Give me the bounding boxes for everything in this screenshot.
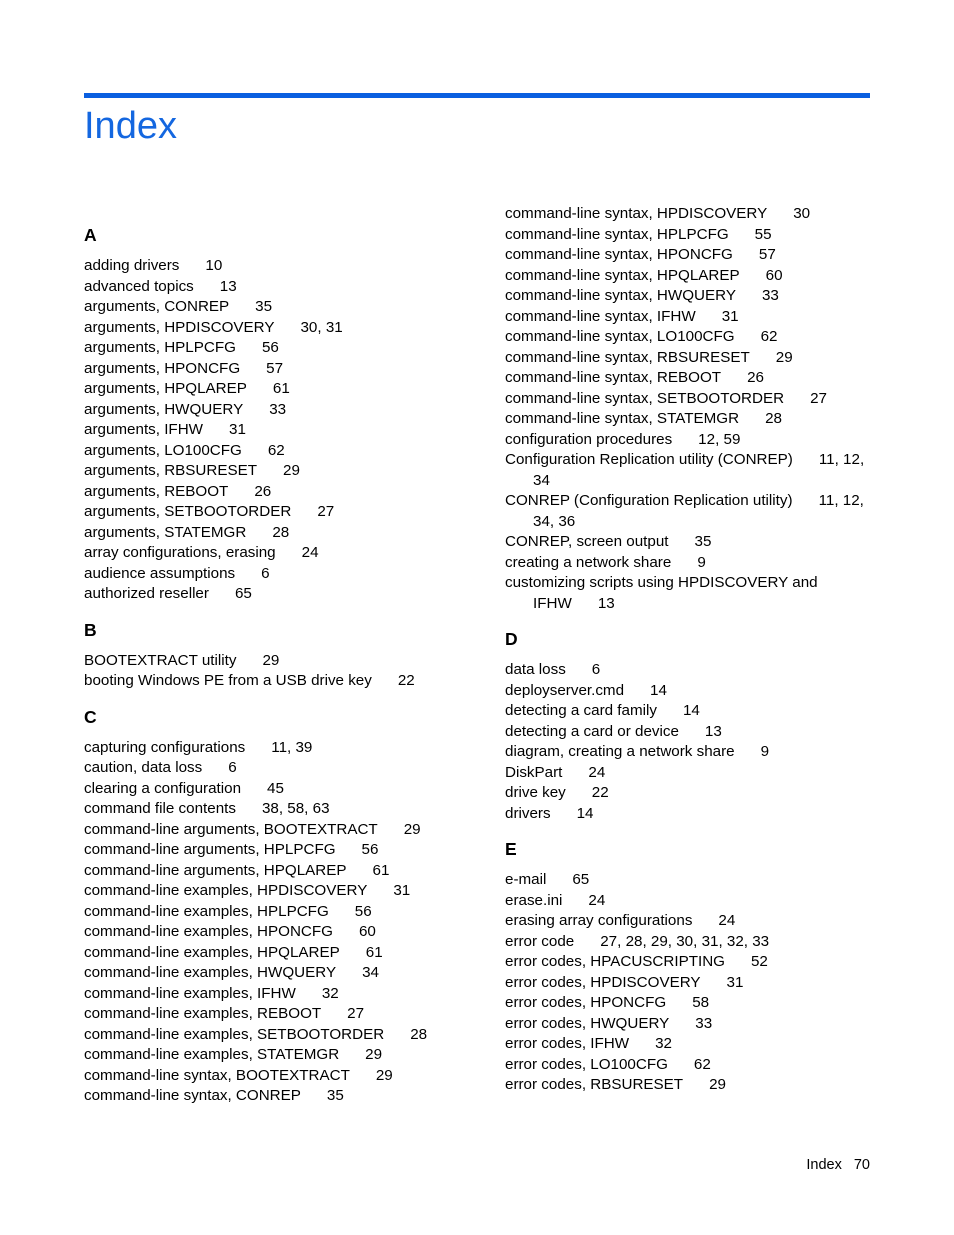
- index-entry: [84, 758, 454, 779]
- index-entry: [505, 307, 871, 328]
- index-term: error codes, IFHW: [505, 1035, 630, 1052]
- index-term: command-line syntax, CONREP: [84, 1087, 301, 1104]
- index-term: booting Windows PE from a USB drive key: [84, 672, 372, 689]
- index-pages[interactable]: 56: [261, 339, 279, 356]
- index-term: authorized reseller: [84, 585, 209, 602]
- index-pages[interactable]: 27: [810, 389, 827, 407]
- index-term: command-line arguments, BOOTEXTRACT: [84, 820, 378, 838]
- index-pages[interactable]: 57: [758, 246, 776, 263]
- index-entry: [84, 256, 454, 277]
- index-entry: [505, 660, 871, 681]
- index-term: audience assumptions: [84, 564, 236, 582]
- section-letter: D: [505, 629, 518, 649]
- index-pages[interactable]: 33: [761, 287, 779, 304]
- index-entry: [84, 543, 454, 564]
- index-term: BOOTEXTRACT utility: [84, 651, 237, 669]
- index-term: command-line examples, HPLPCFG: [84, 902, 329, 920]
- index-term: capturing configurations: [84, 738, 246, 756]
- index-pages[interactable]: 65: [234, 585, 252, 602]
- index-entry: [84, 1086, 454, 1107]
- index-term: error codes, HPACUSCRIPTING: [505, 953, 725, 970]
- index-entry: [84, 840, 454, 861]
- index-pages[interactable]: 56: [361, 841, 379, 858]
- index-term: command-line syntax, SETBOOTORDER: [505, 389, 785, 407]
- index-pages[interactable]: 6: [228, 759, 237, 776]
- page-number: 70: [853, 1157, 870, 1173]
- index-entry: [84, 400, 454, 421]
- index-term: command-line syntax, STATEMGR: [505, 410, 740, 427]
- index-entry: [505, 286, 871, 307]
- index-entry: [84, 502, 454, 523]
- index-pages[interactable]: 61: [372, 861, 390, 879]
- index-pages[interactable]: 35: [326, 1087, 344, 1104]
- index-section: [84, 224, 454, 605]
- index-section: [505, 628, 871, 824]
- index-pages[interactable]: 31: [229, 421, 246, 438]
- index-pages[interactable]: 9: [760, 743, 770, 760]
- index-section: [505, 204, 871, 614]
- index-term: erase.ini: [505, 891, 563, 909]
- index-entry: [505, 1055, 871, 1076]
- index-pages[interactable]: 61: [365, 943, 383, 961]
- index-term: detecting a card family: [505, 702, 657, 719]
- index-term: arguments, STATEMGR: [84, 523, 247, 541]
- index-pages[interactable]: 29: [775, 348, 793, 366]
- index-pages[interactable]: 11, 39: [271, 738, 313, 756]
- index-entry: [505, 573, 871, 614]
- index-pages[interactable]: 31: [721, 307, 739, 325]
- index-term: arguments, HPLPCFG: [84, 339, 236, 356]
- index-pages[interactable]: 28: [765, 410, 782, 427]
- index-term: command-line arguments, HPQLAREP: [84, 861, 347, 879]
- section-letter: E: [505, 839, 517, 859]
- index-pages[interactable]: 24: [301, 544, 319, 561]
- index-pages[interactable]: 26: [747, 369, 764, 386]
- index-term: array configurations, erasing: [84, 544, 276, 561]
- index-entry: [84, 1045, 454, 1066]
- index-pages[interactable]: 31: [393, 882, 411, 899]
- index-pages[interactable]: 24: [588, 763, 606, 781]
- index-term: diagram, creating a network share: [505, 743, 735, 760]
- index-entry: [84, 461, 454, 482]
- section-letter: A: [84, 225, 97, 245]
- index-section: [84, 619, 454, 692]
- index-pages[interactable]: 24: [588, 891, 606, 909]
- index-term: data loss: [505, 661, 566, 678]
- index-pages[interactable]: 22: [397, 672, 415, 689]
- index-entry: [505, 368, 871, 389]
- page-footer: [806, 1157, 870, 1173]
- index-section: [84, 706, 454, 1107]
- index-entry: [505, 266, 871, 287]
- index-entry: [505, 1075, 871, 1096]
- index-term: arguments, RBSURESET: [84, 462, 258, 479]
- index-pages[interactable]: 55: [754, 225, 772, 243]
- index-term: command-line syntax, BOOTEXTRACT: [84, 1066, 350, 1084]
- index-entry: [505, 389, 871, 410]
- index-term: command file contents: [84, 800, 236, 817]
- index-pages[interactable]: 14: [650, 681, 667, 699]
- index-entry: [505, 870, 871, 891]
- index-term: CONREP, screen output: [505, 533, 669, 550]
- index-entry: [505, 891, 871, 912]
- index-entry: [84, 820, 454, 841]
- index-term: customizing scripts using HPDISCOVERY and IFHW: [505, 574, 818, 612]
- index-entry: [84, 902, 454, 923]
- index-pages[interactable]: 29: [375, 1066, 393, 1084]
- index-entry: [84, 861, 454, 882]
- index-column-right: [505, 204, 871, 1110]
- index-term: arguments, CONREP: [84, 298, 230, 315]
- index-entry: [84, 338, 454, 359]
- index-term: arguments, HWQUERY: [84, 400, 244, 418]
- index-entry: [505, 973, 871, 994]
- index-entry: [84, 318, 454, 339]
- index-pages[interactable]: 27, 28, 29, 30, 31, 32, 33: [600, 932, 770, 950]
- index-term: error codes, LO100CFG: [505, 1055, 668, 1073]
- index-entry: [84, 564, 454, 585]
- index-entry: [505, 932, 871, 953]
- index-pages[interactable]: 65: [572, 871, 590, 888]
- index-pages[interactable]: 30, 31: [300, 318, 343, 336]
- index-entry: [505, 742, 871, 763]
- index-entry: [505, 553, 871, 574]
- index-entry: [84, 1066, 454, 1087]
- index-term: error codes, HWQUERY: [505, 1014, 670, 1032]
- index-entry: [84, 482, 454, 503]
- index-term: command-line examples, HPQLAREP: [84, 943, 340, 961]
- index-term: command-line examples, HWQUERY: [84, 964, 337, 981]
- index-term: arguments, REBOOT: [84, 482, 229, 500]
- index-pages[interactable]: 29: [262, 651, 280, 669]
- index-pages[interactable]: 34: [362, 964, 379, 981]
- index-pages[interactable]: 60: [765, 266, 783, 284]
- index-pages[interactable]: 58: [692, 994, 710, 1011]
- index-pages[interactable]: 45: [267, 779, 284, 797]
- index-term: command-line arguments, HPLPCFG: [84, 841, 336, 858]
- index-entry: [505, 952, 871, 973]
- index-entry: [84, 799, 454, 820]
- index-pages[interactable]: 62: [693, 1055, 711, 1073]
- index-entry: [505, 348, 871, 369]
- index-entry: [84, 984, 454, 1005]
- index-term: command-line syntax, REBOOT: [505, 369, 722, 386]
- index-entry: [84, 738, 454, 759]
- index-entry: [84, 943, 454, 964]
- index-pages[interactable]: 32: [321, 984, 339, 1002]
- index-section: [505, 838, 871, 1096]
- index-entry: [505, 804, 871, 825]
- index-term: error codes, HPONCFG: [505, 994, 667, 1011]
- page-title: Index: [84, 105, 177, 147]
- title-rule: [84, 93, 870, 98]
- index-pages[interactable]: 10: [205, 257, 223, 274]
- index-pages[interactable]: 28: [410, 1025, 428, 1043]
- index-term: clearing a configuration: [84, 779, 242, 797]
- index-pages[interactable]: 52: [750, 953, 768, 970]
- index-term: arguments, SETBOOTORDER: [84, 503, 292, 520]
- index-pages[interactable]: 28: [272, 523, 290, 541]
- index-entry: [505, 532, 871, 553]
- index-entry: [84, 277, 454, 298]
- index-term: arguments, IFHW: [84, 421, 203, 438]
- index-entry: [505, 1014, 871, 1035]
- index-entry: [84, 420, 454, 441]
- index-pages[interactable]: 14: [682, 702, 700, 719]
- index-entry: [505, 701, 871, 722]
- index-pages[interactable]: 32: [655, 1035, 672, 1052]
- index-term: command-line syntax, RBSURESET: [505, 348, 750, 366]
- index-pages[interactable]: 29: [283, 462, 300, 479]
- index-term: command-line syntax, HPDISCOVERY: [505, 205, 768, 222]
- index-pages[interactable]: 57: [266, 359, 284, 377]
- index-entry: [505, 430, 871, 451]
- index-pages[interactable]: 13: [704, 722, 722, 740]
- index-term: arguments, HPQLAREP: [84, 380, 247, 397]
- index-entry: [84, 297, 454, 318]
- index-entry: [505, 1034, 871, 1055]
- index-entry: [505, 327, 871, 348]
- index-entry: [505, 245, 871, 266]
- index-pages[interactable]: 60: [358, 923, 376, 940]
- index-term: command-line syntax, HPLPCFG: [505, 225, 729, 243]
- index-entry: [505, 409, 871, 430]
- index-entry: [505, 763, 871, 784]
- index-term: detecting a card or device: [505, 722, 679, 740]
- index-pages[interactable]: 14: [576, 804, 594, 822]
- index-term: arguments, HPDISCOVERY: [84, 318, 275, 336]
- index-term: command-line syntax, HWQUERY: [505, 287, 736, 304]
- index-entry: [84, 671, 454, 692]
- index-term: DiskPart: [505, 763, 563, 781]
- index-entry: [505, 204, 871, 225]
- index-entry: [505, 722, 871, 743]
- index-pages[interactable]: 6: [261, 564, 270, 582]
- index-term: arguments, HPONCFG: [84, 359, 241, 377]
- index-entry: [84, 523, 454, 544]
- index-term: e-mail: [505, 871, 547, 888]
- index-pages[interactable]: 33: [695, 1014, 713, 1032]
- index-term: arguments, LO100CFG: [84, 441, 242, 459]
- index-term: command-line examples, IFHW: [84, 984, 296, 1002]
- index-term: command-line syntax, HPQLAREP: [505, 266, 740, 284]
- index-term: command-line examples, STATEMGR: [84, 1046, 340, 1063]
- index-entry: [84, 963, 454, 984]
- index-term: configuration procedures: [505, 430, 673, 448]
- index-pages[interactable]: 12, 59: [698, 430, 741, 448]
- index-entry: [84, 359, 454, 380]
- index-term: command-line examples, HPDISCOVERY: [84, 882, 368, 899]
- index-pages[interactable]: 35: [694, 533, 712, 550]
- index-pages[interactable]: 6: [591, 661, 601, 678]
- index-term: caution, data loss: [84, 759, 203, 776]
- index-entry: [84, 584, 454, 605]
- index-entry: [84, 379, 454, 400]
- index-pages[interactable]: 27: [317, 503, 335, 520]
- index-term: command-line examples, SETBOOTORDER: [84, 1025, 385, 1043]
- index-pages[interactable]: 22: [591, 784, 609, 801]
- index-term: command-line examples, REBOOT: [84, 1005, 322, 1022]
- index-pages[interactable]: 13: [597, 594, 615, 612]
- index-column-left: [84, 204, 454, 1121]
- index-term: CONREP (Configuration Replication utility): [505, 492, 793, 509]
- index-pages[interactable]: 13: [219, 277, 237, 295]
- index-pages[interactable]: 11, 12, 34: [533, 451, 865, 489]
- index-entry: [505, 225, 871, 246]
- index-entry: [505, 491, 871, 532]
- index-pages[interactable]: 29: [709, 1076, 726, 1093]
- index-pages[interactable]: 29: [365, 1046, 383, 1063]
- index-term: error code: [505, 932, 575, 950]
- index-entry: [505, 783, 871, 804]
- index-pages[interactable]: 26: [254, 482, 272, 500]
- index-pages[interactable]: 61: [272, 380, 290, 397]
- index-entry: [505, 911, 871, 932]
- index-pages[interactable]: 35: [255, 298, 273, 315]
- index-pages[interactable]: 38, 58, 63: [261, 800, 330, 817]
- index-entry: [84, 922, 454, 943]
- index-term: creating a network share: [505, 553, 672, 571]
- index-pages[interactable]: 62: [760, 328, 778, 345]
- index-entry: [505, 681, 871, 702]
- index-entry: [84, 1004, 454, 1025]
- index-term: command-line syntax, LO100CFG: [505, 328, 735, 345]
- index-term: deployserver.cmd: [505, 681, 625, 699]
- index-pages[interactable]: 27: [347, 1005, 365, 1022]
- index-pages[interactable]: 30: [793, 205, 811, 222]
- index-term: command-line syntax, IFHW: [505, 307, 696, 325]
- index-pages[interactable]: 31: [726, 973, 744, 991]
- index-pages[interactable]: 11, 12, 34, 36: [533, 492, 864, 530]
- index-term: error codes, RBSURESET: [505, 1076, 684, 1093]
- index-entry: [84, 1025, 454, 1046]
- index-pages[interactable]: 24: [718, 912, 736, 929]
- index-term: command-line examples, HPONCFG: [84, 923, 333, 940]
- index-entry: [84, 441, 454, 462]
- index-entry: [84, 779, 454, 800]
- index-term: drive key: [505, 784, 566, 801]
- index-entry: [505, 450, 871, 491]
- footer-label: Index: [806, 1157, 842, 1173]
- index-pages[interactable]: 29: [403, 820, 421, 838]
- index-entry: [505, 993, 871, 1014]
- index-entry: [84, 651, 454, 672]
- index-term: Configuration Replication utility (CONREP): [505, 451, 793, 468]
- index-pages[interactable]: 33: [269, 400, 287, 418]
- index-term: drivers: [505, 804, 551, 822]
- index-pages[interactable]: 56: [354, 902, 372, 920]
- index-term: erasing array configurations: [505, 912, 693, 929]
- index-pages[interactable]: 9: [697, 553, 706, 571]
- index-term: adding drivers: [84, 257, 180, 274]
- index-entry: [84, 881, 454, 902]
- section-letter: C: [84, 706, 97, 727]
- index-term: error codes, HPDISCOVERY: [505, 973, 701, 991]
- index-term: command-line syntax, HPONCFG: [505, 246, 733, 263]
- index-term: advanced topics: [84, 277, 194, 295]
- index-pages[interactable]: 62: [267, 441, 285, 459]
- section-letter: B: [84, 619, 97, 640]
